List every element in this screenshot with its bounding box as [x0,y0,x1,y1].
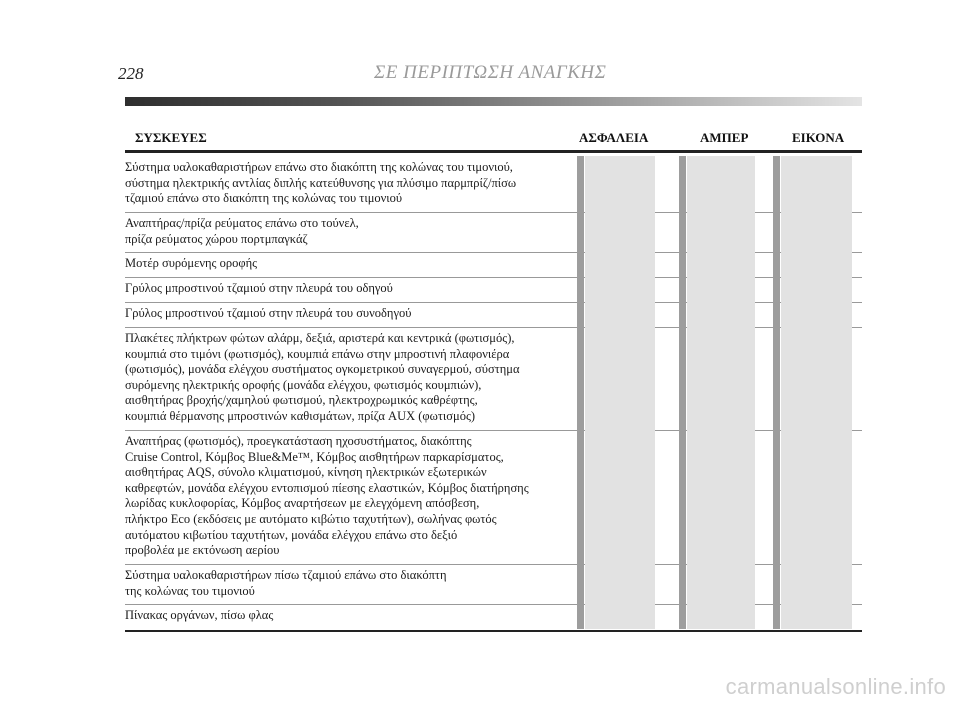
column-separator [577,156,584,629]
table-bottom-rule [125,630,862,632]
device-line: (φωτισμός), μονάδα ελέγχου συστήματος ογκομετρικού συναγερμού, σύστημα [125,362,520,377]
device-line: προβολέα με εκτόνωση αερίου [125,543,280,558]
device-line: αυτόματου κιβωτίου ταχυτήτων, μονάδα ελέγχου επάνω στο δεξιό [125,527,458,542]
device-line: Cruise Control, Κόμβος Blue&Me™, Κόμβος αισθητήρων παρκαρίσματος, [125,449,504,464]
device-description [125,331,575,425]
device-description [125,281,575,297]
device-line: Γρύλος μπροστινού τζαμιού στην πλευρά του οδηγού [125,281,393,295]
device-line: κουμπιά στο τιμόνι (φωτισμός), κουμπιά επάνω στην μπροστινή πλαφονιέρα [125,346,510,361]
device-line: της κολώνας του τιμονιού [125,583,255,598]
device-description [125,256,575,272]
watermark: carmanualsonline.info [725,674,946,699]
device-line: Μοτέρ συρόμενης οροφής [125,256,258,270]
device-description [125,216,575,247]
column-band [781,156,852,629]
column-band [585,156,655,629]
device-line: Πλακέτες πλήκτρων φώτων αλάρμ, δεξιά, αριστερά και κεντρικά (φωτισμός), [125,331,515,345]
table-top-rule [125,150,862,153]
device-line: καθρεφτών, μονάδα ελέγχου εντοπισμού πίεσης ελαστικών, Κόμβος διατήρησης [125,480,529,495]
device-line: αισθητήρας AQS, σύνολο κλιματισμού, κίνηση ηλεκτρικών εξωτερικών [125,465,487,480]
column-separator [679,156,686,629]
device-description [125,306,575,322]
section-title: ΣΕ ΠΕΡΙΠΤΩΣΗ ΑΝΑΓΚΗΣ [374,62,607,83]
column-separator [773,156,780,629]
device-line: Γρύλος μπροστινού τζαμιού στην πλευρά του συνοδηγού [125,306,412,320]
device-line: πρίζα ρεύματος χώρου πορτμπαγκάζ [125,231,308,246]
device-line: Σύστημα υαλοκαθαριστήρων επάνω στο διακόπτη της κολώνας του τιμονιού, [125,160,513,174]
header-device: ΣΥΣΚΕΥΕΣ [135,130,207,145]
device-line: κουμπιά θέρμανσης μπροστινών καθισμάτων, πρίζα AUX (φωτισμός) [125,408,476,423]
device-description [125,434,575,559]
column-band [687,156,755,629]
device-line: πλήκτρο Eco (εκδόσεις με αυτόματο κιβώτιο ταχυτήτων), σωλήνας φωτός [125,511,497,526]
device-line: τζαμιού επάνω στο διακόπτη της κολώνας του τιμονιού [125,191,403,206]
device-description [125,568,575,599]
header-amp: ΑΜΠΕΡ [700,130,749,145]
device-description [125,160,575,207]
header-figure: ΕΙΚΟΝΑ [792,130,845,145]
page-number: 228 [118,64,144,83]
device-line: Αναπτήρας/πρίζα ρεύματος επάνω στο τούνελ, [125,216,359,230]
device-line: σύστημα ηλεκτρικής αντλίας διπλής κατεύθυνσης για πλύσιμο παρμπρίζ/πίσω [125,175,517,190]
device-description [125,608,575,624]
device-line: Αναπτήρας (φωτισμός), προεγκατάσταση ηχοσυστήματος, διακόπτης [125,434,472,448]
device-line: λωρίδας κυκλοφορίας, Κόμβος αναρτήσεων με ελεγχόμενη απόσβεση, [125,496,480,511]
device-line: Πίνακας οργάνων, πίσω φλας [125,608,274,622]
header-fuse: ΑΣΦΑΛΕΙΑ [579,130,649,145]
header-bar [125,97,862,106]
device-line: αισθητήρας βροχής/χαμηλού φωτισμού, ηλεκτροχρωμικός καθρέφτης, [125,393,478,408]
device-line: συρόμενης ηλεκτρικής οροφής (μονάδα ελέγχου, φωτισμός κουμπιών), [125,377,482,392]
device-line: Σύστημα υαλοκαθαριστήρων πίσω τζαμιού επάνω στο διακόπτη [125,568,447,582]
